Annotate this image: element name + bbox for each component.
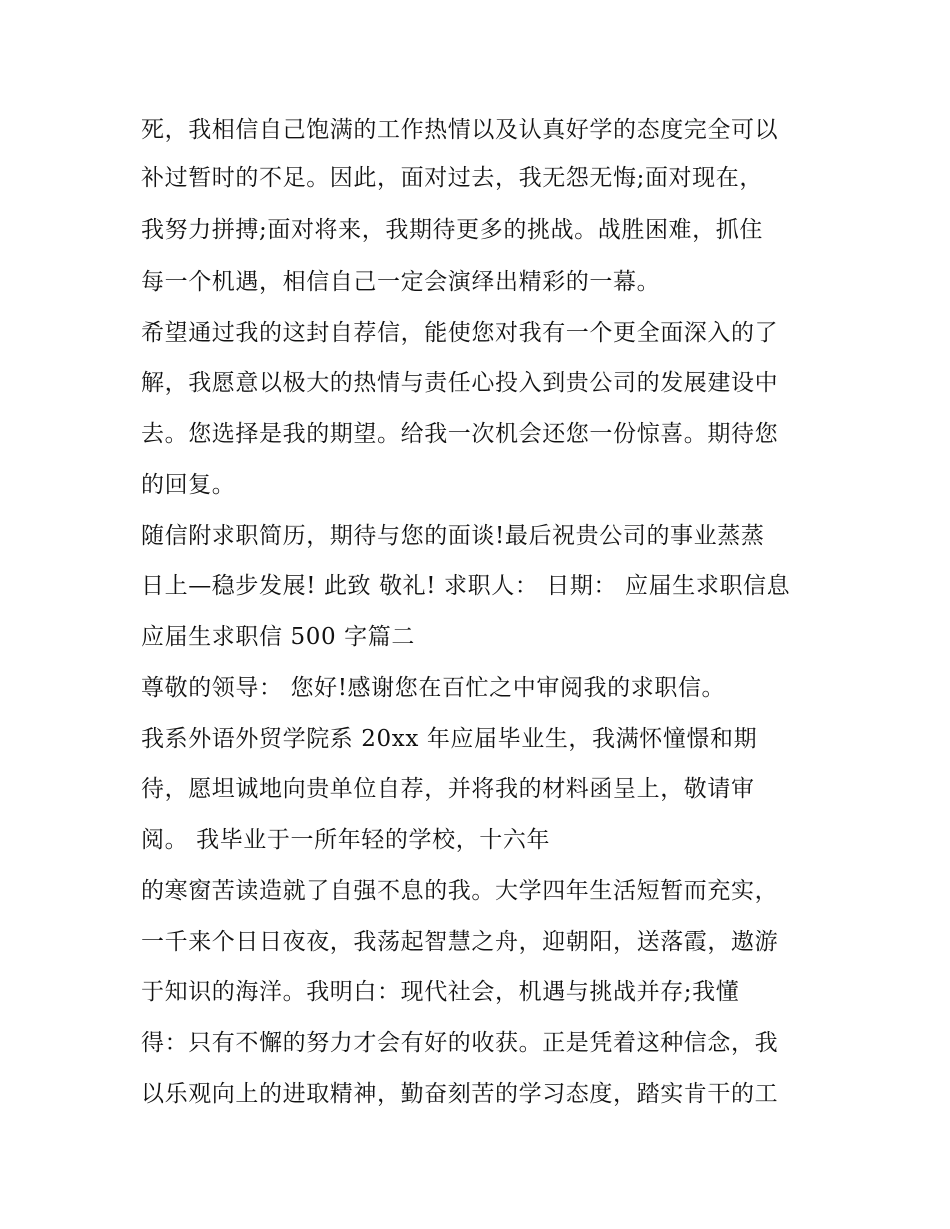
text-line-16: 的寒窗苦读造就了自强不息的我。大学四年生活短暂而充实，	[141, 878, 779, 904]
text-line-9: 随信附求职简历，期待与您的面谈!最后祝贵公司的事业蒸蒸	[141, 523, 765, 549]
text-line-1: 死，我相信自己饱满的工作热情以及认真好学的态度完全可以	[141, 117, 779, 143]
text-line-3: 我努力拼搏;面对将来，我期待更多的挑战。战胜困难，抓住	[141, 217, 763, 243]
text-line-7: 去。您选择是我的期望。给我一次机会还您一份惊喜。期待您	[141, 421, 779, 447]
text-line-8: 的回复。	[141, 472, 236, 498]
text-line-19: 得：只有不懈的努力才会有好的收获。正是凭着这种信念，我	[141, 1030, 779, 1056]
text-line-4: 每一个机遇，相信自己一定会演绎出精彩的一幕。	[141, 269, 661, 295]
text-line-17: 一千来个日日夜夜，我荡起智慧之舟，迎朝阳，送落霞，遨游	[141, 929, 779, 955]
text-line-14: 待，愿坦诚地向贵单位自荐，并将我的材料函呈上，敬请审	[141, 776, 755, 802]
text-line-12: 尊敬的领导： 您好!感谢您在百忙之中审阅我的求职信。	[141, 675, 726, 701]
text-line-13: 我系外语外贸学院系 20xx 年应届毕业生，我满怀憧憬和期	[141, 726, 758, 752]
text-line-6: 解，我愿意以极大的热情与责任心投入到贵公司的发展建设中	[141, 370, 779, 396]
text-line-5: 希望通过我的这封自荐信，能使您对我有一个更全面深入的了	[141, 320, 779, 346]
section-heading: 应届生求职信 500 字篇二	[141, 624, 415, 650]
text-line-20: 以乐观向上的进取精神，勤奋刻苦的学习态度，踏实肯干的工	[141, 1081, 779, 1107]
text-line-2: 补过暂时的不足。因此，面对过去，我无怨无悔;面对现在，	[141, 165, 763, 191]
text-line-15: 阅。 我毕业于一所年轻的学校，十六年	[141, 827, 551, 853]
text-line-18: 于知识的海洋。我明白：现代社会，机遇与挑战并存;我懂	[141, 979, 740, 1005]
text-line-10: 日上—稳步发展! 此致 敬礼! 求职人： 日期： 应届生求职信息	[141, 573, 791, 599]
